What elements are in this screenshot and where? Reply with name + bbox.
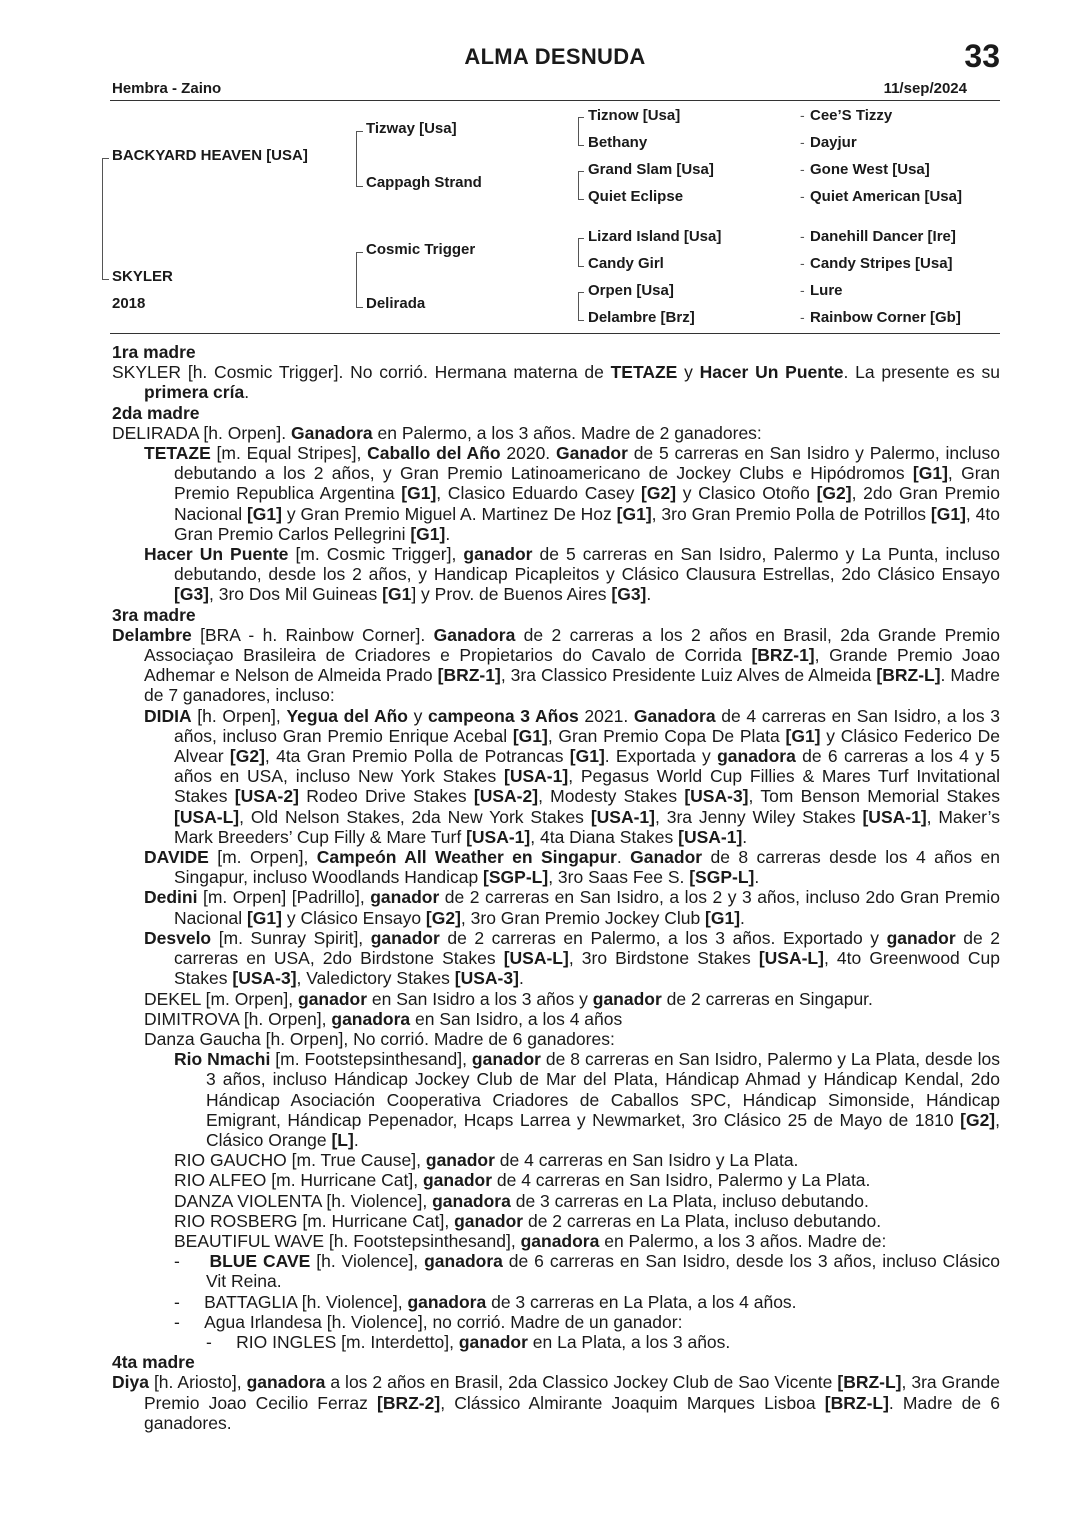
text: de 5 carreras en San Isidro y Palermo, incluso debutando a los 2 años, y Gran Premio Latinoamericano de Jockey Clubs e Hipódromos bbox=[174, 443, 1000, 484]
text: de 2 carreras en San Isidro, a los 2 y 3 años, incluso 2do Gran Premio Nacional bbox=[174, 887, 1000, 928]
text: [m. Sunray Spirit], bbox=[211, 927, 371, 948]
text: en Palermo, a los 3 años. Madre de 2 ganadores: bbox=[372, 422, 762, 443]
sex-and-color: Hembra - Zaino bbox=[112, 80, 222, 97]
bold-text: [L] bbox=[331, 1129, 354, 1150]
text: , 4ta Gran Premio Polla de Potrancas bbox=[264, 746, 570, 767]
family-entry bbox=[112, 1170, 1000, 1190]
text: [m. Equal Stripes], bbox=[210, 443, 368, 464]
family-entry bbox=[112, 887, 1000, 927]
text: y bbox=[677, 362, 700, 383]
ped-bracket-gen1 bbox=[102, 158, 109, 280]
bold-text: [G2] bbox=[229, 746, 265, 767]
family-entry bbox=[112, 362, 1000, 402]
bold-text: ganadora bbox=[717, 746, 796, 767]
text: , 3ro Gran Premio Polla de Potrillos bbox=[651, 503, 931, 524]
ped-bracket-gen2-b bbox=[356, 252, 363, 308]
bold-text: [G1] bbox=[246, 907, 282, 928]
ped-dam-sire: Cosmic Trigger bbox=[366, 241, 476, 258]
bold-text: [G2] bbox=[960, 1109, 996, 1130]
ped-dash: - bbox=[800, 161, 805, 177]
bold-text: [USA-1] bbox=[678, 826, 743, 847]
text: . bbox=[742, 826, 748, 847]
family-entry bbox=[112, 625, 1000, 706]
ped-g3-7: Orpen [Usa] bbox=[588, 282, 674, 299]
text: en San Isidro, a los 4 años bbox=[410, 1008, 623, 1029]
bold-text: Ganador bbox=[555, 443, 628, 464]
text: y Clasico Otoño bbox=[676, 483, 817, 504]
text: - RIO INGLES [m. Interdetto], bbox=[206, 1331, 459, 1352]
bold-text: TETAZE bbox=[144, 443, 211, 464]
ped-bracket-gen3-a bbox=[578, 117, 584, 146]
family-entry bbox=[112, 1231, 1000, 1251]
bold-text: [SGP-L] bbox=[689, 867, 755, 888]
bold-text: [G2] bbox=[425, 907, 461, 928]
ped-g3-8: Delambre [Brz] bbox=[588, 309, 695, 326]
text: , Clasico Eduardo Casey bbox=[436, 483, 642, 504]
bold-text: Caballo del Año bbox=[367, 443, 501, 464]
text: . La presente es su bbox=[843, 362, 1000, 383]
text: en San Isidro a los 3 años y bbox=[367, 988, 593, 1009]
ped-sire-dam: Cappagh Strand bbox=[366, 174, 482, 191]
bold-text: [G2] bbox=[641, 483, 677, 504]
text: , Grande Premio Joao Adhemar e Nelson de Almeida Prado bbox=[144, 645, 1000, 686]
text: , 3ro Saas Fee S. bbox=[548, 867, 690, 888]
bold-text: ganadora bbox=[520, 1230, 600, 1251]
text: de 3 carreras en La Plata, a los 4 años. bbox=[486, 1291, 797, 1312]
bold-text: DIDIA bbox=[144, 705, 192, 726]
bold-text: [G1] bbox=[246, 503, 282, 524]
text: a los 2 años en Brasil, 2da Classico Jockey Club de Sao Vicente bbox=[325, 1372, 838, 1393]
text: [m. Orpen], bbox=[208, 847, 317, 868]
family-entry bbox=[112, 847, 1000, 887]
text: [m. Orpen] [Padrillo], bbox=[197, 887, 371, 908]
bold-text: campeona 3 Años bbox=[428, 705, 579, 726]
family-history bbox=[112, 342, 1000, 1433]
text: , 3ra Grande Premio Joao Cecilio Ferraz bbox=[144, 1372, 1000, 1413]
bold-text: ganador bbox=[458, 1331, 528, 1352]
text: . Madre de 7 ganadores, incluso: bbox=[144, 665, 1001, 706]
text: , 4to Greenwood Cup Stakes bbox=[174, 948, 1000, 989]
text: y Gran Premio Miguel A. Martinez De Hoz bbox=[281, 503, 617, 524]
ped-g4-8: Rainbow Corner [Gb] bbox=[810, 309, 961, 326]
text: RIO ROSBERG [m. Hurricane Cat], bbox=[174, 1210, 455, 1231]
text: , Old Nelson Stakes, 2da New York Stakes bbox=[239, 806, 591, 827]
bold-text: [USA-L] bbox=[174, 806, 240, 827]
text: 2020. bbox=[500, 443, 556, 464]
text: Danza Gaucha [h. Orpen], No corrió. Madre de 6 ganadores: bbox=[144, 1028, 615, 1049]
bold-text: ganadora bbox=[331, 1008, 411, 1029]
text: [h. Violence], bbox=[310, 1251, 425, 1272]
bold-text: [G1] bbox=[512, 725, 548, 746]
text: de 6 carreras a los 4 y 5 años en USA, incluso New York Stakes bbox=[174, 746, 1000, 787]
bold-text: [BRZ-1] bbox=[751, 645, 815, 666]
family-entry bbox=[112, 1372, 1000, 1433]
ped-g4-4: Quiet American [Usa] bbox=[810, 188, 962, 205]
bold-text: [USA-3] bbox=[232, 968, 297, 989]
bold-text: [USA-1] bbox=[590, 806, 655, 827]
text: de 2 carreras en Palermo, a los 3 años. Exportado y bbox=[439, 927, 887, 948]
family-entry bbox=[112, 1292, 1000, 1312]
bold-text: [BRZ-L] bbox=[837, 1372, 902, 1393]
text: . Madre de 6 ganadores. bbox=[144, 1392, 1001, 1433]
ped-bracket-gen3-d bbox=[578, 292, 584, 321]
family-entry bbox=[112, 544, 1000, 605]
text: [h. Ariosto], bbox=[148, 1372, 247, 1393]
text: DEKEL [m. Orpen], bbox=[144, 988, 298, 1009]
ped-g3-2: Bethany bbox=[588, 134, 648, 151]
bold-text: [USA-2] bbox=[473, 786, 539, 807]
bold-text: ganador bbox=[425, 1150, 495, 1171]
ped-dash: - bbox=[800, 107, 805, 123]
ped-g3-5: Lizard Island [Usa] bbox=[588, 228, 722, 245]
text: , Clássico Almirante Joaquim Marques Lisboa bbox=[440, 1392, 825, 1413]
ped-g3-4: Quiet Eclipse bbox=[588, 188, 684, 205]
bold-text: ganador bbox=[471, 1049, 541, 1070]
text: y bbox=[407, 705, 429, 726]
text: , 4to Gran Premio Carlos Pellegrini bbox=[174, 503, 1000, 544]
bold-text: Campeón All Weather en Singapur bbox=[316, 847, 617, 868]
header-divider bbox=[110, 100, 1000, 101]
bold-text: [USA-1] bbox=[466, 826, 531, 847]
text: , 4ta Diana Stakes bbox=[530, 826, 679, 847]
text: - Agua Irlandesa [h. Violence], no corrió. Madre de un ganador: bbox=[174, 1311, 683, 1332]
text: RIO GAUCHO [m. True Cause], bbox=[174, 1150, 426, 1171]
text: , Maker’s Mark Breeders’ Cup Filly & Mare Turf bbox=[174, 806, 1000, 847]
bold-text: [G2] bbox=[816, 483, 852, 504]
family-entry bbox=[112, 1009, 1000, 1029]
bold-text: TETAZE bbox=[610, 362, 678, 383]
text: [BRA - h. Rainbow Corner]. bbox=[191, 624, 434, 645]
bold-text: Ganador bbox=[630, 847, 703, 868]
text: , 3ra Classico Presidente Luiz Alves de Almeida bbox=[500, 665, 877, 686]
text: de 4 carreras en San Isidro, Palermo y La Plata. bbox=[492, 1170, 871, 1191]
section-heading: 3ra madre bbox=[112, 604, 196, 625]
text: RIO ALFEO [m. Hurricane Cat], bbox=[174, 1170, 423, 1191]
text: de 2 carreras en La Plata, incluso debutando. bbox=[523, 1210, 882, 1231]
text: en Palermo, a los 3 años. Madre de: bbox=[599, 1230, 887, 1251]
bold-text: Ganadora bbox=[633, 705, 716, 726]
ped-g4-3: Gone West [Usa] bbox=[810, 161, 930, 178]
text: Rodeo Drive Stakes bbox=[298, 786, 474, 807]
bold-text: Dedini bbox=[144, 887, 198, 908]
bold-text: Hacer Un Puente bbox=[699, 362, 844, 383]
text: de 2 carreras en USA, 2do Birdstone Stakes bbox=[174, 927, 1000, 969]
ped-dash: - bbox=[800, 255, 805, 271]
bold-text: ganador bbox=[592, 988, 662, 1009]
text: de 4 carreras en San Isidro y La Plata. bbox=[494, 1150, 799, 1171]
text: de 3 carreras en La Plata, incluso debutando. bbox=[510, 1190, 869, 1211]
text: y Clásico Federico De Alvear bbox=[174, 725, 1000, 767]
bold-text: [G1] bbox=[616, 503, 652, 524]
bold-text: [G1] bbox=[912, 463, 948, 484]
bold-text: [USA-3] bbox=[684, 786, 749, 807]
bold-text: [USA-2] bbox=[234, 786, 299, 807]
text: [m. Footstepsinthesand], bbox=[270, 1049, 472, 1070]
text: de 6 carreras en San Isidro, desde los 3 años, incluso Clásico Vit Reina. bbox=[206, 1251, 1001, 1292]
bold-text: [USA-3] bbox=[454, 968, 519, 989]
text: , Modesty Stakes bbox=[538, 786, 685, 807]
ped-g4-1: Cee’S Tizzy bbox=[810, 107, 893, 124]
ped-dash: - bbox=[800, 228, 805, 244]
report-date: 11/sep/2024 bbox=[883, 80, 967, 97]
text: . bbox=[754, 867, 760, 888]
bold-text: Desvelo bbox=[144, 927, 212, 948]
bold-text: [USA-L] bbox=[503, 948, 569, 969]
bold-text: [BRZ-1] bbox=[437, 665, 501, 686]
family-entry bbox=[112, 1029, 1000, 1049]
pedigree-divider bbox=[110, 333, 1000, 334]
family-entry bbox=[112, 928, 1000, 989]
bold-text: [G1 bbox=[382, 584, 412, 605]
text: . bbox=[244, 382, 250, 403]
family-entry bbox=[112, 1049, 1000, 1150]
ped-sire: BACKYARD HEAVEN [USA] bbox=[112, 147, 308, 164]
text: 2021. bbox=[578, 705, 634, 726]
section-heading: 1ra madre bbox=[112, 342, 196, 362]
text: . bbox=[518, 968, 524, 989]
bold-text: ganador bbox=[370, 927, 440, 948]
text: de 5 carreras en San Isidro, Palermo y La Punta, incluso debutando, desde los 2 años, y Handicap Picapleitos y Clásico Clausura Estrellas, 2do Clásico Ensayo bbox=[174, 544, 1000, 585]
ped-g4-2: Dayjur bbox=[810, 134, 857, 151]
family-entry bbox=[112, 1211, 1000, 1231]
bold-text: Ganadora bbox=[290, 422, 373, 443]
text: . bbox=[616, 847, 631, 868]
text: en La Plata, a los 3 años. bbox=[527, 1331, 731, 1352]
bold-text: ganador bbox=[886, 927, 956, 948]
text: , Tom Benson Memorial Stakes bbox=[748, 786, 1000, 807]
bold-text: ganador bbox=[422, 1170, 493, 1191]
text: de 4 carreras en San Isidro, a los 3 años, incluso Gran Premio Enrique Acebal bbox=[174, 705, 1000, 746]
text: , 3ro Gran Premio Jockey Club bbox=[460, 907, 706, 928]
bold-text: [G1] bbox=[785, 725, 821, 746]
text: ] y Prov. de Buenos Aires bbox=[411, 584, 612, 605]
bold-text: [USA-1] bbox=[862, 806, 927, 827]
bold-text: [BRZ-L] bbox=[824, 1392, 889, 1413]
text: de 2 carreras a los 2 años en Brasil, 2da Grande Premio Associaçao Brasileira de Criadores e Propietarios do Cavalo de Corrida bbox=[144, 624, 1000, 666]
bold-text: [SGP-L] bbox=[483, 867, 549, 888]
ped-g3-3: Grand Slam [Usa] bbox=[588, 161, 714, 178]
bold-text: [G1] bbox=[930, 503, 966, 524]
text: . Exportada y bbox=[604, 746, 718, 767]
text: , Clásico Orange bbox=[206, 1109, 1000, 1150]
text: - bbox=[174, 1251, 210, 1272]
text: de 8 carreras en San Isidro, Palermo y La Plata, desde los 3 años, incluso Hándicap Jockey Club de Mar del Plata, Hándicap Ahmad y Hándicap Kendal, 2do Hándicap Asociación Cooperativa Criadores de Caballos SPC, Hándicap Simonside, Hándicap Emigrant, Hándicap Pepenador, Hcaps Larrea y Newmarket, 3ro Clásico 25 de Mayo de 1810 bbox=[206, 1049, 1000, 1130]
text: SKYLER [h. Cosmic Trigger]. No corrió. Hermana materna de bbox=[112, 362, 611, 383]
text: , Pegasus World Cup Fillies & Mares Turf Invitational Stakes bbox=[174, 766, 1000, 807]
bold-text: [BRZ-L] bbox=[876, 665, 941, 686]
ped-g4-5: Danehill Dancer [Ire] bbox=[810, 228, 956, 245]
family-entry bbox=[112, 706, 1000, 847]
family-entry bbox=[112, 1312, 1000, 1332]
bold-text: [G1] bbox=[705, 907, 741, 928]
family-entry bbox=[112, 423, 1000, 443]
page-number: 33 bbox=[964, 38, 1000, 74]
ped-g3-1: Tiznow [Usa] bbox=[588, 107, 681, 124]
text: . bbox=[740, 907, 745, 928]
family-entry bbox=[112, 1191, 1000, 1211]
text: de 2 carreras en Singapur. bbox=[661, 988, 873, 1009]
ped-dash: - bbox=[800, 188, 805, 204]
bold-text: ganadora bbox=[432, 1190, 511, 1211]
text: , 3ro Dos Mil Guineas bbox=[209, 584, 383, 605]
bold-text: Diya bbox=[112, 1372, 149, 1393]
text: y Clásico Ensayo bbox=[281, 907, 426, 928]
text: , 3ro Birdstone Stakes bbox=[568, 948, 759, 969]
bold-text: ganador bbox=[454, 1210, 524, 1231]
text: BEAUTIFUL WAVE [h. Footstepsinthesand], bbox=[174, 1230, 521, 1251]
text: DANZA VIOLENTA [h. Violence], bbox=[174, 1190, 433, 1211]
section-heading: 4ta madre bbox=[112, 1352, 195, 1373]
ped-bracket-gen2-a bbox=[356, 131, 363, 187]
bold-text: Hacer Un Puente bbox=[144, 544, 289, 565]
bold-text: DAVIDE bbox=[144, 847, 209, 868]
bold-text: [USA-1] bbox=[504, 766, 569, 787]
bold-text: primera cría bbox=[144, 382, 245, 403]
bold-text: [G1] bbox=[410, 523, 446, 544]
text: , Gran Premio Copa De Plata bbox=[547, 725, 786, 746]
family-entry bbox=[112, 989, 1000, 1009]
family-entry bbox=[112, 443, 1000, 544]
ped-g3-6: Candy Girl bbox=[588, 255, 664, 272]
ped-bracket-gen3-b bbox=[578, 171, 584, 200]
ped-dam-year: 2018 bbox=[112, 295, 146, 312]
ped-dash: - bbox=[800, 134, 805, 150]
horse-name-title: ALMA DESNUDA bbox=[464, 44, 646, 69]
bold-text: ganadora bbox=[407, 1291, 487, 1312]
ped-g4-6: Candy Stripes [Usa] bbox=[810, 255, 953, 272]
text: , Gran Premio Republica Argentina bbox=[174, 463, 1000, 504]
text: . bbox=[646, 584, 652, 605]
text: DIMITROVA [h. Orpen], bbox=[144, 1008, 332, 1029]
text: DELIRADA [h. Orpen]. bbox=[112, 422, 291, 443]
bold-text: [G1] bbox=[401, 483, 437, 504]
text: - BATTAGLIA [h. Violence], bbox=[174, 1291, 408, 1312]
bold-text: ganador bbox=[463, 544, 533, 565]
bold-text: [G3] bbox=[174, 584, 209, 605]
bold-text: Ganadora bbox=[433, 624, 516, 645]
bold-text: Yegua del Año bbox=[286, 705, 408, 726]
ped-bracket-gen3-c bbox=[578, 238, 584, 267]
ped-sire-sire: Tizway [Usa] bbox=[366, 120, 457, 137]
text: , 2do Gran Premio Nacional bbox=[174, 483, 1001, 524]
text: [m. Cosmic Trigger], bbox=[288, 544, 464, 565]
bold-text: [USA-L] bbox=[758, 948, 824, 969]
bold-text: [BRZ-2] bbox=[377, 1392, 441, 1413]
ped-dam: SKYLER bbox=[112, 268, 173, 285]
bold-text: [G1] bbox=[569, 746, 605, 767]
text: , 3ra Jenny Wiley Stakes bbox=[654, 806, 863, 827]
family-entry bbox=[112, 1332, 1000, 1352]
bold-text: BLUE CAVE bbox=[209, 1251, 311, 1272]
ped-g4-7: Lure bbox=[810, 282, 843, 299]
text: . bbox=[353, 1129, 359, 1150]
family-entry bbox=[112, 1150, 1000, 1170]
text: . bbox=[445, 523, 451, 544]
section-heading: 2da madre bbox=[112, 402, 200, 423]
family-entry bbox=[112, 1251, 1000, 1291]
bold-text: [G3] bbox=[611, 584, 647, 605]
ped-dam-dam: Delirada bbox=[366, 295, 426, 312]
text: de 8 carreras desde los 4 años en Singapur, incluso Woodlands Handicap bbox=[174, 847, 1000, 888]
bold-text: ganador bbox=[298, 988, 368, 1009]
ped-dash: - bbox=[800, 282, 805, 298]
text: [h. Orpen], bbox=[191, 705, 287, 726]
bold-text: ganador bbox=[370, 887, 440, 908]
bold-text: Rio Nmachi bbox=[174, 1049, 271, 1070]
bold-text: ganadora bbox=[246, 1372, 326, 1393]
ped-dash: - bbox=[800, 309, 805, 325]
text: , Valedictory Stakes bbox=[296, 968, 455, 989]
bold-text: Delambre bbox=[112, 624, 192, 645]
bold-text: ganadora bbox=[424, 1251, 503, 1272]
